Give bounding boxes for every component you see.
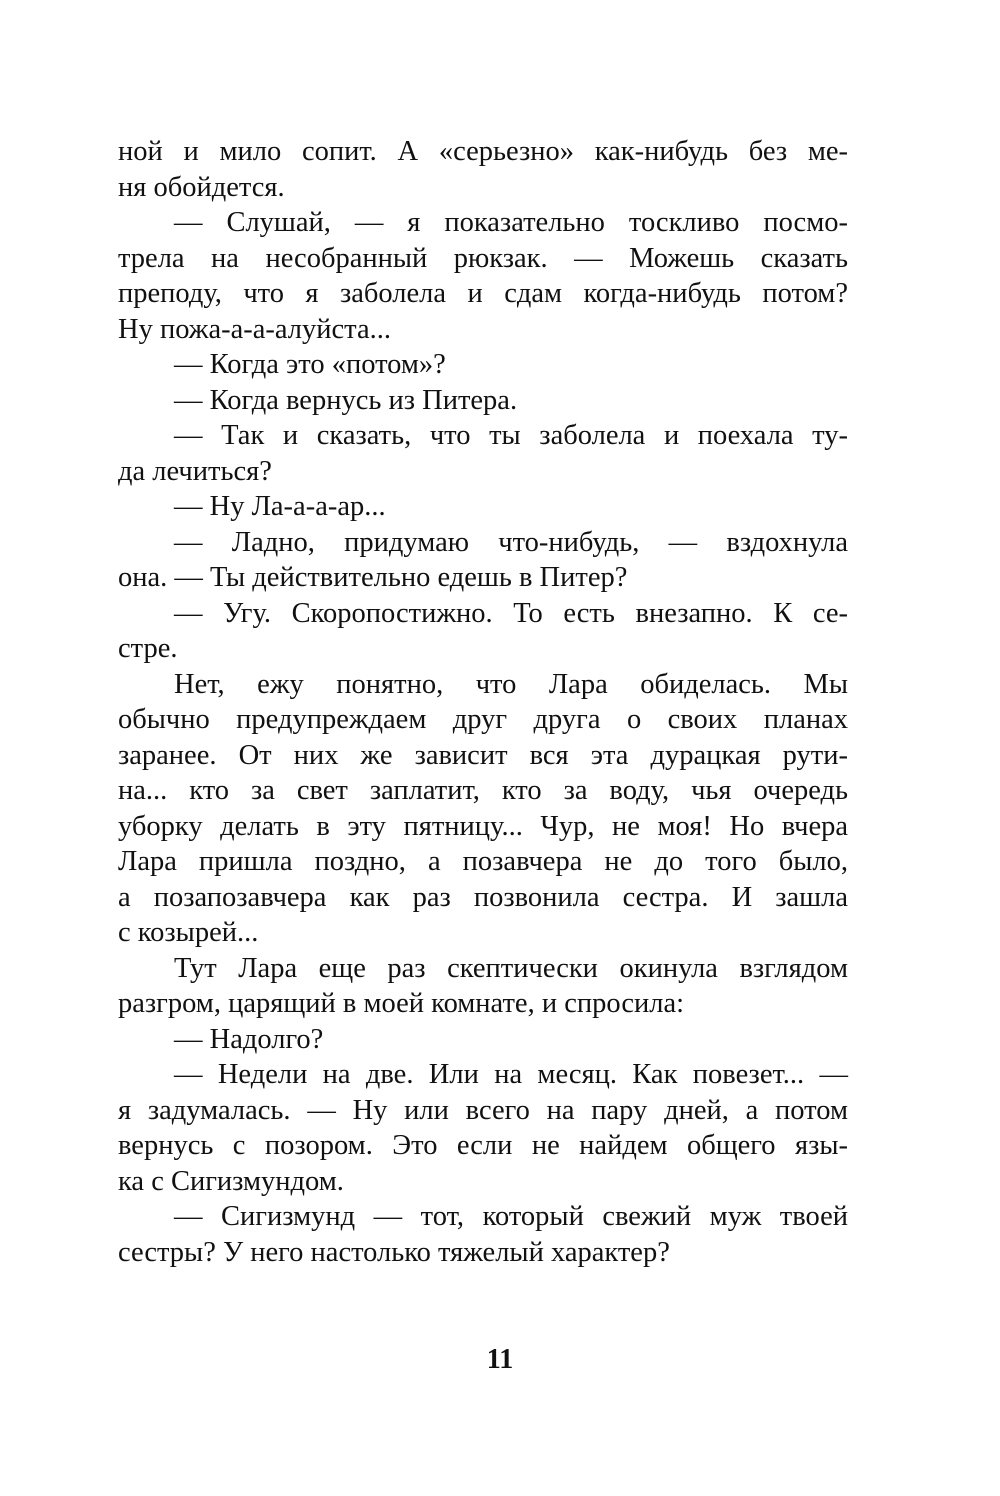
text-line: уборку делать в эту пятницу... Чур, не моя! Но вчера bbox=[118, 810, 848, 842]
text-line: — Ладно, придумаю что-нибудь, — вздохнула bbox=[174, 526, 848, 558]
text-line: ной и мило сопит. А «серьезно» как-нибудь без ме- bbox=[118, 136, 848, 167]
text-line: — Недели на две. Или на месяц. Как повезет... — bbox=[174, 1059, 848, 1090]
text-line: стре. bbox=[118, 633, 178, 664]
text-line: — Ну Ла-а-а-ар... bbox=[174, 491, 386, 522]
text-line: — Слушай, — я показательно тоскливо посмо- bbox=[174, 207, 848, 238]
page-number: 11 bbox=[486, 1344, 514, 1375]
text-line: — Когда это «потом»? bbox=[174, 349, 446, 380]
text-line: ка с Сигизмундом. bbox=[118, 1165, 344, 1197]
text-line: вернусь с позором. Это если не найдем общего язы- bbox=[118, 1130, 848, 1161]
text-line: Нет, ежу понятно, что Лара обиделась. Мы bbox=[174, 668, 848, 700]
text-line: — Когда вернусь из Питера. bbox=[174, 384, 518, 416]
text-line: сестры? У него настолько тяжелый характер? bbox=[118, 1236, 670, 1268]
page-body bbox=[118, 134, 848, 1270]
text-line: — Сигизмунд — тот, который свежий муж твоей bbox=[174, 1201, 848, 1232]
text-line: преподу, что я заболела и сдам когда-нибудь потом? bbox=[118, 278, 848, 309]
text-line: а позапозавчера как раз позвонила сестра. И зашла bbox=[118, 881, 848, 913]
text-line: — Угу. Скоропостижно. То есть внезапно. К се- bbox=[174, 597, 848, 629]
text-line: — Так и сказать, что ты заболела и поехала ту- bbox=[174, 420, 848, 451]
text-line: разгром, царящий в моей комнате, и спросила: bbox=[118, 988, 685, 1019]
text-line: я задумалась. — Ну или всего на пару дней, а потом bbox=[118, 1094, 848, 1126]
text-line: Лара пришла поздно, а позавчера не до того было, bbox=[118, 846, 848, 877]
text-line: с козырей... bbox=[118, 917, 259, 948]
text-line: трела на несобранный рюкзак. — Можешь сказать bbox=[118, 242, 848, 274]
text-line: обычно предупреждаем друг друга о своих планах bbox=[118, 704, 848, 735]
text-line: Ну пожа-а-а-алуйста... bbox=[118, 313, 391, 345]
text-line: — Надолго? bbox=[174, 1023, 324, 1055]
text-line: заранее. От них же зависит вся эта дурацкая рути- bbox=[118, 739, 848, 771]
text-line: на... кто за свет заплатит, кто за воду, чья очередь bbox=[118, 775, 848, 806]
text-line: Тут Лара еще раз скептически окинула взглядом bbox=[174, 952, 848, 984]
text-line: ня обойдется. bbox=[118, 171, 285, 203]
text-line: она. — Ты действительно едешь в Питер? bbox=[118, 562, 628, 593]
text-line: да лечиться? bbox=[118, 455, 272, 487]
